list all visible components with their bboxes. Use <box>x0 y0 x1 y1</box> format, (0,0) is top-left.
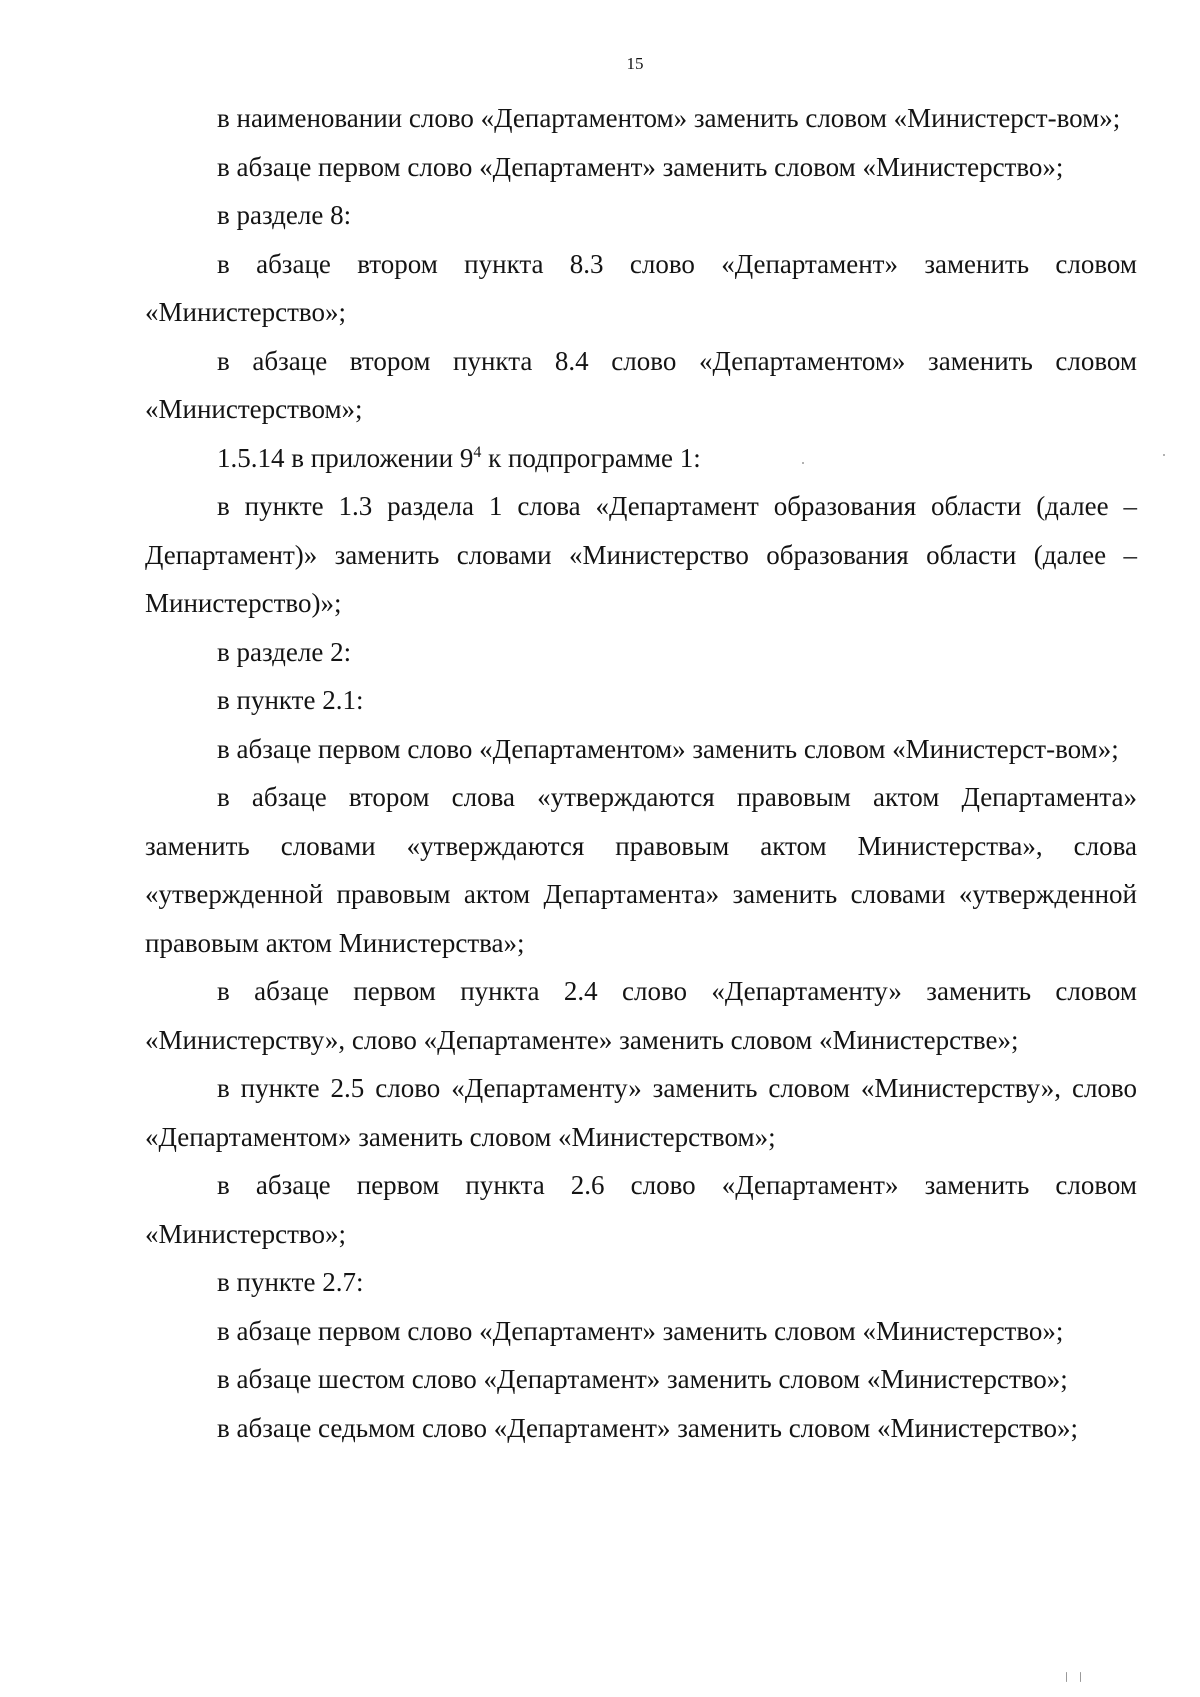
paragraph: в разделе 8: <box>217 200 352 230</box>
paragraph: в разделе 2: <box>217 636 352 667</box>
paragraph-text-before: 1.5.14 в приложении 9 <box>217 442 474 473</box>
superscript-number: 4 <box>473 443 482 461</box>
paragraph: в абзаце первом пункта 2.6 слово «Департамент» заменить словом «Министерство»; <box>145 1170 1137 1249</box>
paragraph-with-superscript <box>145 434 1137 483</box>
scan-speck <box>802 462 804 464</box>
paragraph: в абзаце первом пункта 2.4 слово «Департаменту» заменить словом «Министерству», слово «Департаменте» заменить словом «Министерстве»; <box>145 976 1137 1055</box>
paragraph: в абзаце первом слово «Департамент» заменить словом «Министерство»; <box>217 151 1064 182</box>
scan-speck <box>1080 1672 1081 1682</box>
paragraph: в абзаце седьмом слово «Департамент» заменить словом «Министерство»; <box>217 1412 1079 1443</box>
page-number: 15 <box>626 54 644 73</box>
scan-speck <box>1163 454 1165 456</box>
paragraph: в абзаце втором слова «утверждаются правовым актом Департамента» заменить словами «утверждаются правовым актом Министерства», слова «утвержденной правовым актом Департамента» заменить словами «утвержденной правовым актом Министерства»; <box>145 782 1137 958</box>
paragraph: в пункте 1.3 раздела 1 слова «Департамент образования области (далее – Департамент)» заменить словами «Министерство образования области (далее – Министерство)»; <box>145 491 1137 618</box>
paragraph: в абзаце первом слово «Департаментом» заменить словом «Министерст-вом»; <box>217 733 1119 764</box>
paragraph: в абзаце втором пункта 8.3 слово «Департамент» заменить словом «Министерство»; <box>145 248 1137 327</box>
paragraph: в пункте 2.1: <box>217 685 364 715</box>
scan-speck <box>1066 1672 1067 1682</box>
paragraph: в пункте 2.5 слово «Департаменту» заменить словом «Министерству», слово «Департаментом» заменить словом «Министерством»; <box>145 1073 1137 1152</box>
document-body <box>145 94 1137 1452</box>
paragraph-text-after: к подпрограмме 1: <box>481 442 701 473</box>
paragraph: в пункте 2.7: <box>217 1267 364 1297</box>
paragraph: в наименовании слово «Департаментом» заменить словом «Министерст-вом»; <box>217 103 1121 133</box>
paragraph: в абзаце втором пункта 8.4 слово «Департаментом» заменить словом «Министерством»; <box>145 345 1137 424</box>
paragraph: в абзаце первом слово «Департамент» заменить словом «Министерство»; <box>217 1315 1064 1346</box>
paragraph: в абзаце шестом слово «Департамент» заменить словом «Министерство»; <box>217 1364 1068 1394</box>
